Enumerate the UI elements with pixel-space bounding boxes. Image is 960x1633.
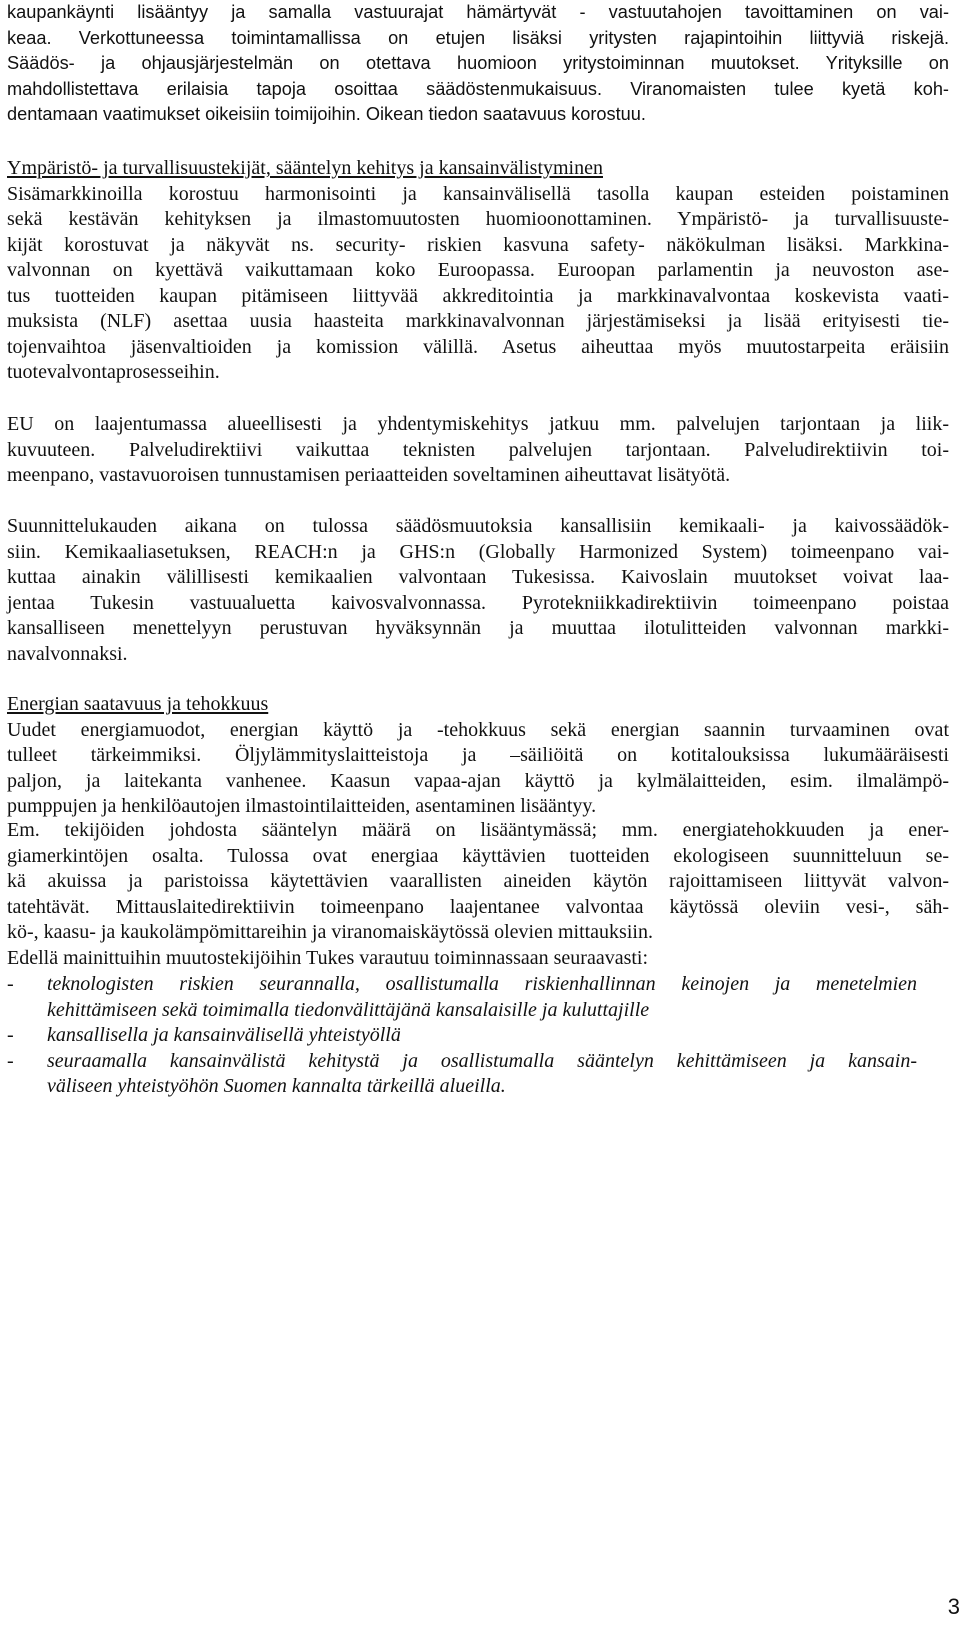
text-line: mahdollistettava erilaisia tapoja osoittaa säädöstenmukaisuus. Viranomaisten tulee kyetä koh- [7, 78, 949, 99]
text-line: seuraamalla kansainvälistä kehitystä ja osallistumalla sääntelyn kehittämiseen ja kansain- [47, 1049, 917, 1072]
intro-paragraph [7, 0, 949, 128]
text-line: dentamaan vaatimukset oikeisiin toimijoihin. Oikean tiedon saatavuus korostuu. [7, 104, 646, 125]
eu-paragraph [7, 412, 949, 489]
text-line: kuttaa ainakin välillisesti kemikaalien valvontaan Tukesissa. Kaivoslain muutokset voivat laa- [7, 566, 949, 589]
preparation-intro [7, 946, 949, 972]
list-dash: - [7, 1049, 14, 1072]
text-line: tulleet tärkeimmiksi. Öljylämmityslaitteistoja ja –säiliöitä on kotitalouksissa lukumääräisesti [7, 744, 949, 767]
text-line: muksista (NLF) asettaa uusia haasteita markkinavalvonnan järjestämiseksi ja lisää erityisesti tie- [7, 310, 949, 333]
text-line: EU on laajentumassa alueellisesti ja yhdentymiskehitys jatkuu mm. palvelujen tarjontaan ja liik- [7, 413, 949, 435]
regulation-paragraph [7, 818, 949, 946]
text-line: kehittämiseen sekä toimimalla tiedonvälittäjänä kansalaisille ja kuluttajille [47, 998, 650, 1021]
text-line: tatehtävät. Mittauslaitedirektiivin toimeenpano laajentanee valvontaa käytössä oleviin vesi-, säh- [7, 895, 949, 918]
text-line: Sisämarkkinoilla korostuu harmonisointi ja kansainvälisellä tasolla kaupan esteiden poistaminen [7, 182, 949, 205]
planning-paragraph [7, 514, 949, 667]
text-line: kansallisella ja kansainvälisellä yhteistyöllä [47, 1024, 401, 1047]
text-line: siin. Kemikaaliasetuksen, REACH:n ja GHS:n (Globally Harmonized System) toimeenpano vai- [7, 540, 949, 563]
text-line: väliseen yhteistyöhön Suomen kannalta tärkeillä alueilla. [47, 1075, 506, 1098]
text-line: valvonnan on kyettävä vaikuttamaan koko Euroopassa. Euroopan parlamentin ja neuvoston ase- [7, 259, 949, 282]
text-line: pumppujen ja henkilöautojen ilmastointilaitteiden, asentaminen lisääntyy. [7, 795, 597, 818]
list-dash: - [7, 1024, 14, 1047]
text-line: Em. tekijöiden johdosta sääntelyn määrä on lisääntymässä; mm. energiatehokkuuden ja ener- [7, 819, 949, 841]
text-line: navalvonnaksi. [7, 642, 128, 665]
list-item-text [47, 1049, 917, 1100]
text-line: teknologisten riskien seurannalla, osallistumalla riskienhallinnan keinojen ja menetelmien [47, 973, 917, 995]
text-line: tus tuotteiden kaupan pitämiseen liittyvää akkreditointia ja markkinavalvontaa koskevista vaati- [7, 284, 949, 307]
text-line: giamerkintöjen osalta. Tulossa ovat energiaa käyttävien tuotteiden ekologiseen suunnitteluun se- [7, 844, 949, 867]
text-line: sekä kestävän kehityksen ja ilmastomuutosten huomioonottaminen. Ympäristö- ja turvallisuuste- [7, 208, 949, 231]
text-line: kä akuissa ja paristoissa käytettävien vaarallisten aineiden käytön rajoittamiseen liittyvät valvon- [7, 870, 949, 893]
page-number: 3 [947, 1594, 960, 1619]
text-line: keaa. Verkottuneessa toimintamallissa on etujen lisäksi yritysten rajapintoihin liittyviä riskejä. [7, 27, 949, 48]
section-heading: Energian saatavuus ja tehokkuus [7, 693, 269, 715]
text-line: jentaa Tukesin vastuualuetta kaivosvalvonnassa. Pyrotekniikkadirektiivin toimeenpano poistaa [7, 591, 949, 614]
text-line: kaupankäynti lisääntyy ja samalla vastuurajat hämärtyvät - vastuutahojen tavoittaminen on vai- [7, 2, 949, 22]
environment-section [7, 156, 949, 386]
list-item-text [47, 1023, 917, 1049]
list-item [7, 1049, 949, 1100]
text-line: kansalliseen menettelyyn perustuvan hyväksynnän ja muuttaa ilotulitteiden valvonnan markki- [7, 617, 949, 640]
section-heading: Ympäristö- ja turvallisuustekijät, sääntelyn kehitys ja kansainvälistyminen [7, 157, 603, 179]
text-line: Säädös- ja ohjausjärjestelmän on otettava huomioon yritystoiminnan muutokset. Yrityksille on [7, 53, 949, 74]
text-line: meenpano, vastavuoroisen tunnustamisen periaatteiden soveltaminen aiheuttavat lisätyötä. [7, 464, 731, 487]
preparation-list [7, 972, 949, 1100]
text-line: kijät korostuvat ja näkyvät ns. security- riskien kasvuna safety- näkökulman lisäksi. Markkina- [7, 233, 949, 256]
energy-section [7, 692, 949, 820]
text-line: paljon, ja laitekanta vanhenee. Kaasun vapaa-ajan käyttö ja kylmälaitteiden, esim. ilmalämpö- [7, 769, 949, 792]
list-item [7, 1023, 949, 1049]
text-line: Suunnittelukauden aikana on tulossa säädösmuutoksia kansallisiin kemikaali- ja kaivossäädök- [7, 515, 949, 537]
text-line: tojenvaihtoa jäsenvaltioiden ja komission välillä. Asetus aiheuttaa myös muutostarpeita eräisiin [7, 335, 949, 358]
text-line: kö-, kaasu- ja kaukolämpömittareihin ja viranomaiskäytössä olevien mittauksiin. [7, 921, 653, 944]
text-line: kuvuuteen. Palveludirektiivi vaikuttaa teknisten palvelujen tarjontaan. Palveludirektiivin toi- [7, 438, 949, 461]
text-line: tuotevalvontaprosesseihin. [7, 361, 220, 384]
text-line: Uudet energiamuodot, energian käyttö ja -tehokkuus sekä energian saannin turvaaminen ovat [7, 718, 949, 741]
list-dash: - [7, 973, 14, 995]
list-item [7, 972, 949, 1023]
list-item-text [47, 972, 917, 1023]
text-line: Edellä mainittuihin muutostekijöihin Tukes varautuu toiminnassaan seuraavasti: [7, 947, 649, 969]
